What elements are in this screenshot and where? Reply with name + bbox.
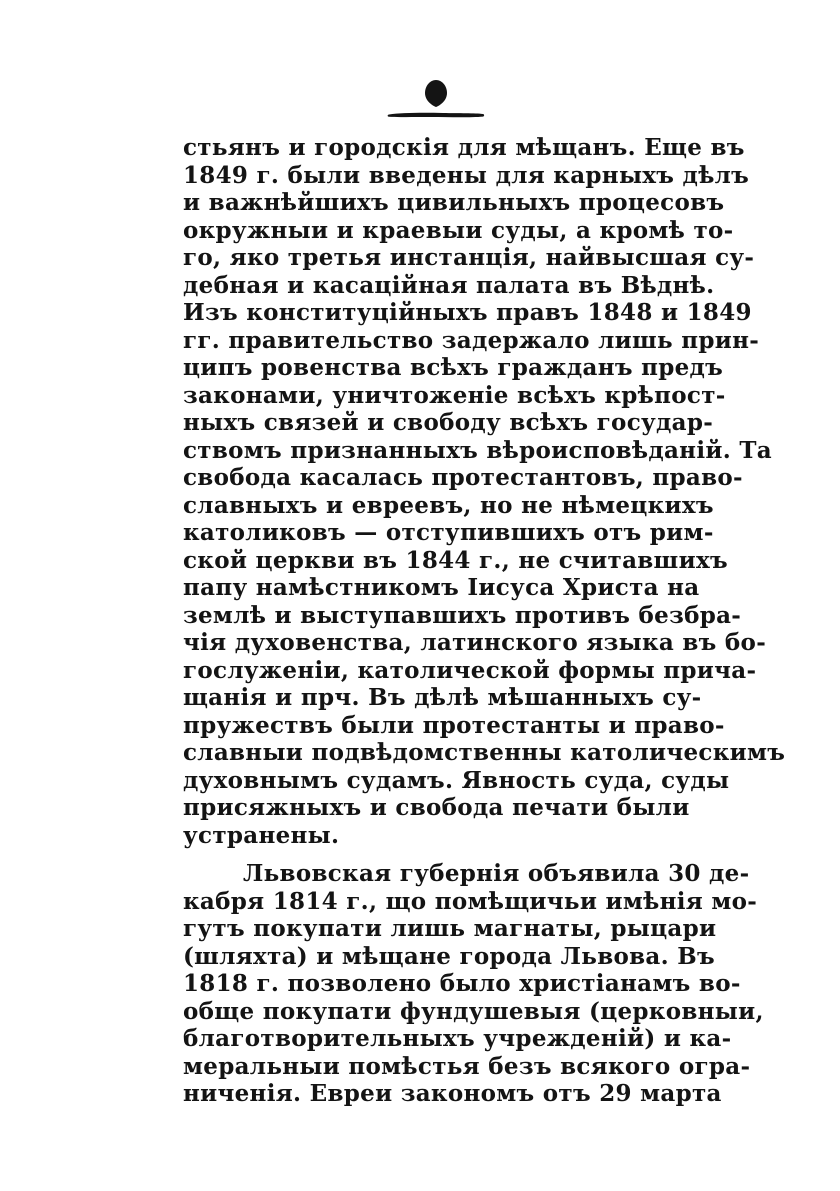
page-text [183,134,786,1108]
text-line: благотворительныхъ учрежденій) и ка- [183,1025,732,1052]
section-divider [183,78,688,122]
text-line: славныи подвѣдомственны католическимъ [183,739,786,766]
text-line: кабря 1814 г., що помѣщичьи имѣнія мо- [183,887,758,915]
text-line: духовнымъ судамъ. Явность суда, суды [183,766,730,794]
text-line: ствомъ признанныхъ вѣроисповѣданій. Та [183,436,772,464]
text-line: (шляхта) и мѣщане города Львова. Въ [183,942,715,970]
text-line: 1849 г. были введены для карныхъ дѣлъ [183,161,750,189]
text-line: гг. правительство задержало лишь прин- [183,326,760,354]
text-line: гутъ покупати лишь магнаты, рыцари [183,915,717,942]
text-line: свобода касалась протестантовъ, право- [183,464,743,491]
text-line: ныхъ связей и свободу всѣхъ государ- [183,409,714,436]
text-line: ниченія. Евреи закономъ отъ 29 марта [183,1080,722,1107]
text-line: землѣ и выступавшихъ противъ безбра- [183,601,742,629]
text-line: устранены. [183,821,340,849]
text-line: папу намѣстникомъ Іисуса Христа на [183,574,700,601]
text-line: чія духовенства, латинского языка въ бо- [183,629,767,656]
text-line: меральныи помѣстья безъ всякого огра- [183,1052,751,1080]
text-line: го, яко третья инстанція, найвысшая су- [183,244,755,271]
paragraph [183,134,786,849]
paragraph [183,860,764,1108]
teardrop-divider-icon [381,78,491,122]
text-line: славныхъ и евреевъ, но не нѣмецкихъ [183,491,714,519]
text-line: присяжныхъ и свобода печати были [183,794,690,821]
text-line: окружныи и краевыи суды, а кромѣ то- [183,216,734,244]
text-line: ципъ ровенства всѣхъ гражданъ предъ [183,354,724,381]
text-line: Изъ конституційныхъ правъ 1848 и 1849 [183,299,752,326]
text-line: обще покупати фундушевыя (церковныи, [183,997,764,1025]
text-line: католиковъ — отступившихъ отъ рим- [183,519,714,546]
text-line: дебная и касаційная палата въ Вѣднѣ. [183,271,715,299]
text-line: стьянъ и городскія для мѣщанъ. Еще въ [183,134,745,161]
text-line: Львовская губернія объявила 30 де- [243,860,750,887]
text-line: и важнѣйшихъ цивильныхъ процесовъ [183,189,725,216]
text-line: пружествъ были протестанты и право- [183,711,725,739]
text-line: гослуженіи, католической формы прича- [183,656,757,684]
text-line: законами, уничтоженіе всѣхъ крѣпост- [183,381,726,409]
text-line: 1818 г. позволено было христіанамъ во- [183,970,741,997]
text-line: щанія и прч. Въ дѣлѣ мѣшанныхъ су- [183,684,702,711]
text-line: ской церкви въ 1844 г., не считавшихъ [183,546,728,574]
